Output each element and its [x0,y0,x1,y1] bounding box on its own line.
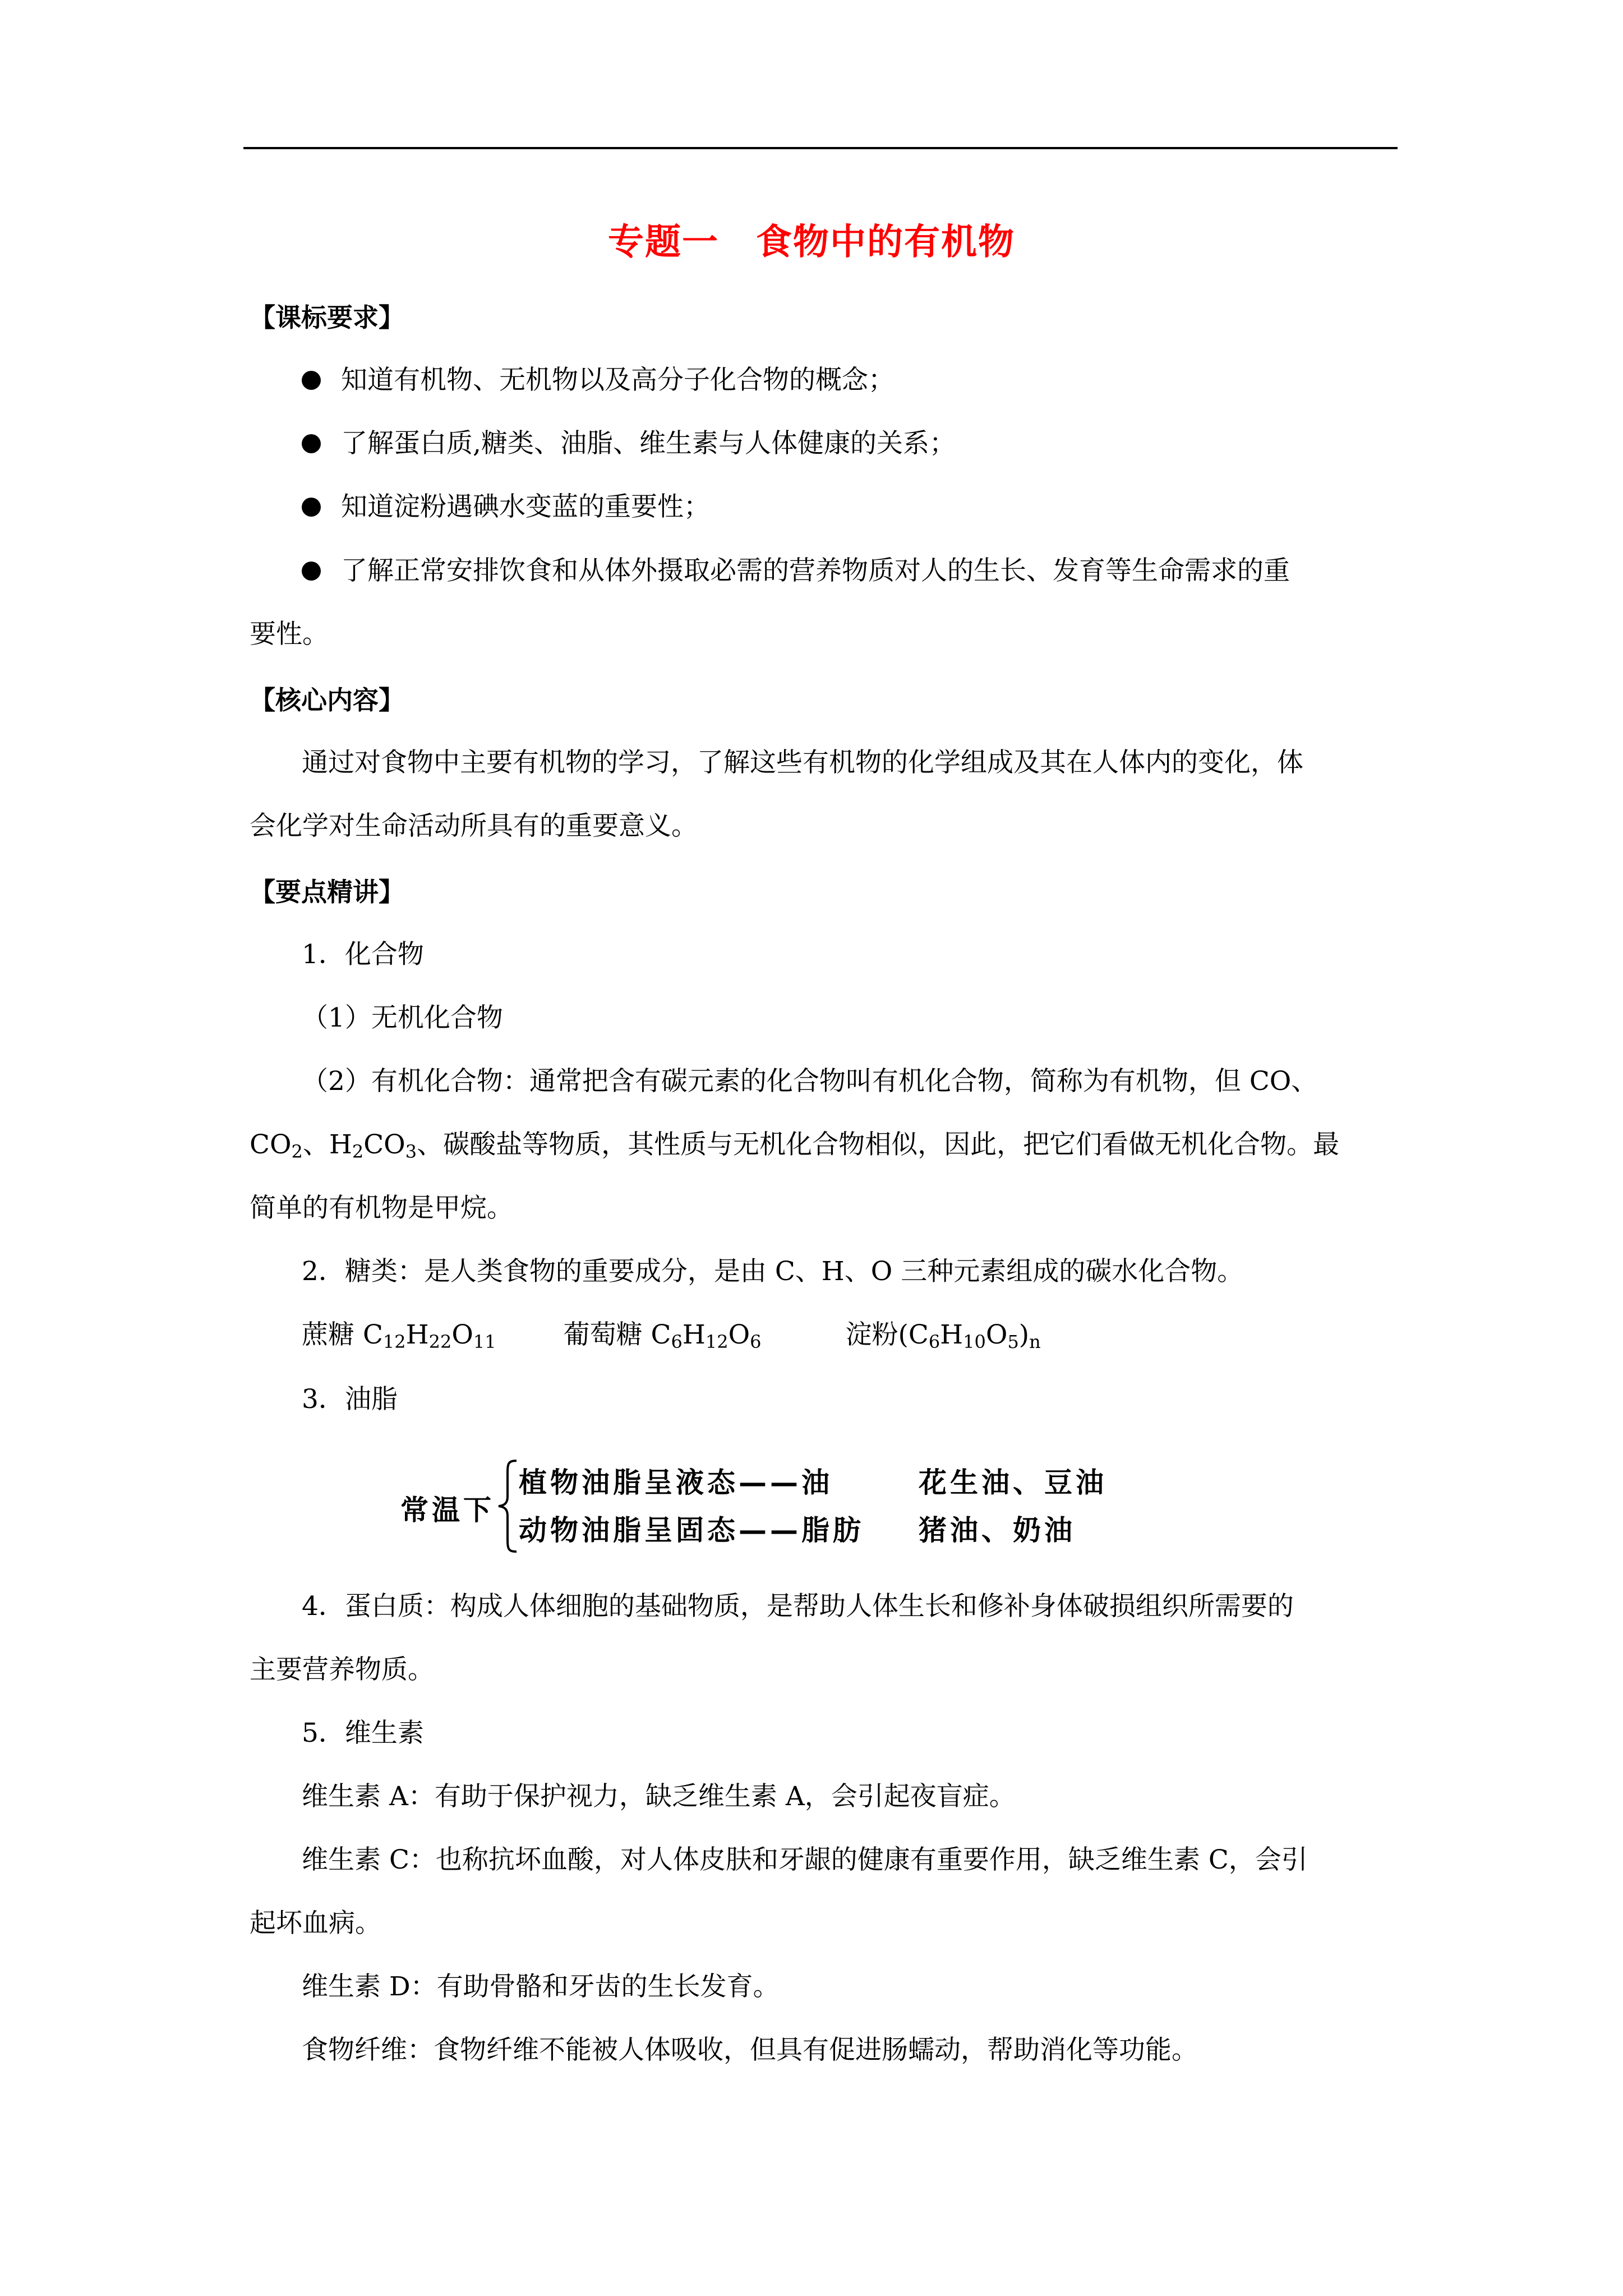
item-protein-line-2: 主要营养物质。 [250,1654,434,1685]
glucose-formula: 葡萄糖 $C_6H_{12}O_6$ [563,1319,762,1352]
item-organic-line-1: （2）有机化合物：通常把含有碳元素的化合物叫有机化合物，简称为有机物，但 CO、 [302,1066,1318,1097]
bullet-item-4: 了解正常安排饮食和从体外摄取必需的营养物质对人的生长、发育等生命需求的重 [302,554,1399,588]
item-vitamins: 5．维生素 [302,1718,424,1749]
item-protein-line-1: 4．蛋白质：构成人体细胞的基础物质，是帮助人体生长和修补身体破损组织所需要的 [302,1591,1294,1622]
oil-row-animal: 动物油脂呈固态——脂肪 [519,1514,864,1547]
core-paragraph-line-1: 通过对食物中主要有机物的学习，了解这些有机物的化学组成及其在人体内的变化，体 [302,747,1303,778]
core-paragraph-line-2: 会化学对生命活动所具有的重要意义。 [250,811,698,841]
oil-label-room-temp: 常温下 [400,1494,495,1526]
oil-row-plant: 植物油脂呈液态——油 [519,1466,833,1499]
bullet-icon [302,434,321,453]
oil-row-plant-examples: 花生油、豆油 [919,1466,1107,1499]
heading-core-content: 【核心内容】 [250,685,404,715]
header-rule [243,147,1398,149]
starch-formula: 淀粉$(C_6H_{10}O_5)_n$ [845,1319,1041,1352]
item-compounds: 1．化合物 [302,939,424,970]
dietary-fiber: 食物纤维：食物纤维不能被人体吸收，但具有促进肠蠕动，帮助消化等功能。 [302,2035,1198,2065]
bullet-item-1: 知道有机物、无机物以及高分子化合物的概念； [302,364,1451,397]
heading-key-points: 【要点精讲】 [250,877,404,907]
vitamin-c-line-2: 起坏血病。 [250,1908,381,1939]
bullet-item-3: 知道淀粉遇碘水变蓝的重要性； [302,490,1451,524]
bullet-icon [302,371,321,390]
bullet-icon [302,498,321,517]
item-fats: 3．油脂 [302,1384,398,1415]
item-organic-line-3: 简单的有机物是甲烷。 [250,1193,513,1223]
bullet-icon [302,562,321,581]
vitamin-c-line-1: 维生素 C：也称抗坏血酸，对人体皮肤和牙龈的健康有重要作用，缺乏维生素 C，会引 [302,1844,1308,1875]
heading-curriculum: 【课标要求】 [250,302,404,333]
vitamin-a: 维生素 A：有助于保护视力，缺乏维生素 A，会引起夜盲症。 [302,1781,1016,1812]
sucrose-formula: 蔗糖 $C_{12}H_{22}O_{11}$ [302,1319,496,1352]
item-organic-line-2: $CO_2$、$H_2CO_3$、碳酸盐等物质，其性质与无机化合物相似，因此，把它们看做无机化合物。最 [250,1129,1340,1162]
page-title: 专题一 食物中的有机物 [608,222,1015,263]
bullet-item-2: 了解蛋白质,糖类、油脂、维生素与人体健康的关系； [302,427,1451,461]
curly-brace-icon [496,1458,519,1554]
vitamin-d: 维生素 D：有助骨骼和牙齿的生长发育。 [302,1971,780,2002]
oil-row-animal-examples: 猪油、奶油 [919,1514,1076,1547]
item-sugars: 2．糖类：是人类食物的重要成分，是由 C、H、O 三种元素组成的碳水化合物。 [302,1256,1244,1287]
sugar-formulas [302,1318,1451,1352]
bullet-item-4-cont: 要性。 [250,619,329,650]
item-inorganic: （1）无机化合物 [302,1002,503,1033]
